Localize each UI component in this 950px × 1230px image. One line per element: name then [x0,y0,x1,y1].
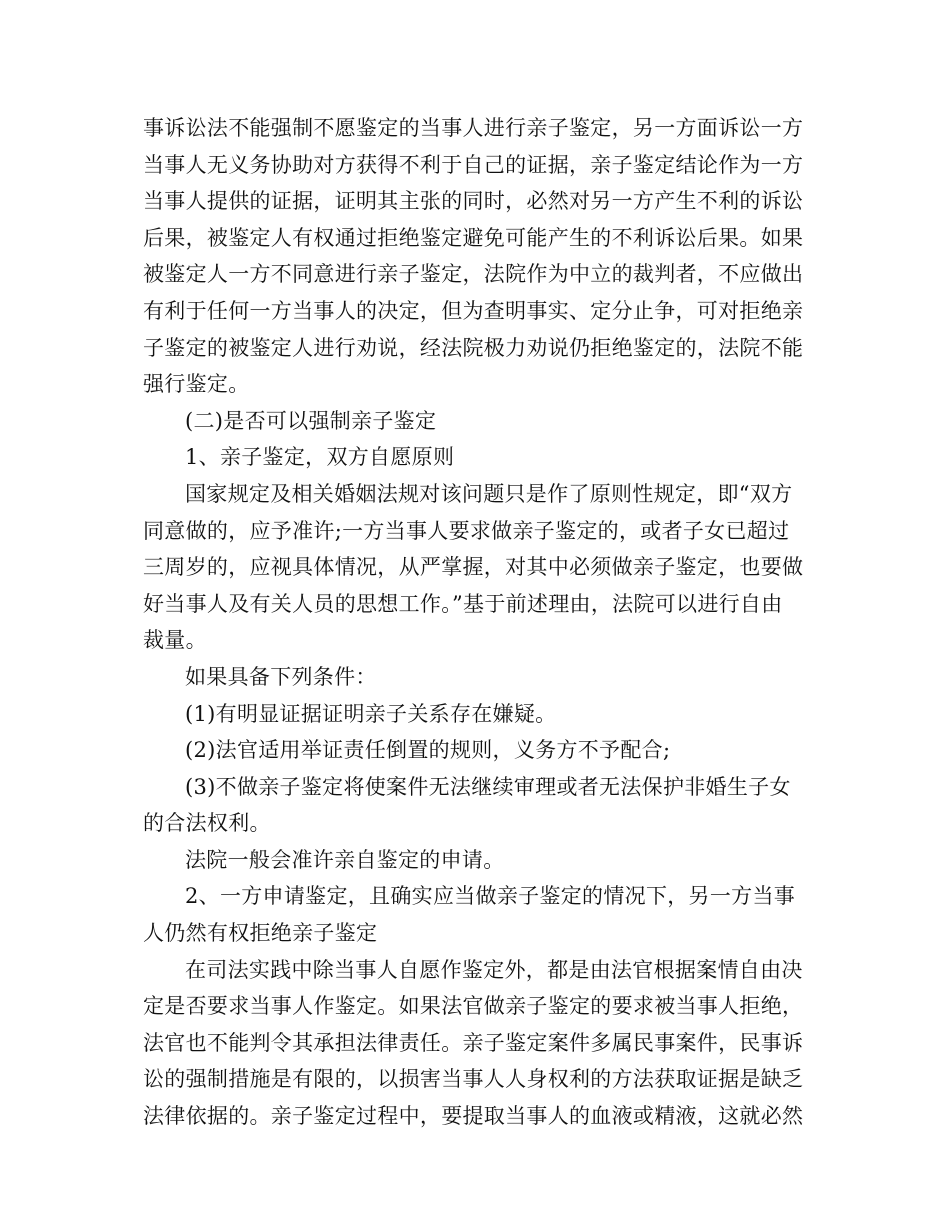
text-line: 后果，被鉴定人有权通过拒绝鉴定避免可能产生的不利诉讼后果。如果 [143,225,804,250]
document-body [143,110,813,1135]
text-line: 法律依据的。亲子鉴定过程中，要提取当事人的血液或精液，这就必然 [143,1104,804,1129]
list-item: (2)法官适用举证责任倒置的规则，义务方不予配合; [185,738,671,763]
text-line: 定是否要求当事人作鉴定。如果法官做亲子鉴定的要求被当事人拒绝， [143,994,804,1019]
text-line: 当事人无义务协助对方获得不利于自己的证据，亲子鉴定结论作为一方 [143,152,804,177]
text-line: 好当事人及有关人员的思想工作。”基于前述理由，法院可以进行自由 [143,591,783,616]
subsection-heading: 2、一方申请鉴定，且确实应当做亲子鉴定的情况下，另一方当事 [185,884,796,909]
list-item: (1)有明显证据证明亲子关系存在嫌疑。 [185,701,557,726]
text-line: 同意做的，应予准许;一方当事人要求做亲子鉴定的，或者子女已超过 [143,518,790,543]
text-line: 有利于任何一方当事人的决定，但为查明事实、定分止争，可对拒绝亲 [143,298,804,323]
text-line: 被鉴定人一方不同意进行亲子鉴定，法院作为中立的裁判者，不应做出 [143,262,804,287]
text-line: 讼的强制措施是有限的，以损害当事人人身权利的方法获取证据是缺乏 [143,1067,804,1092]
text-line: 人仍然有权拒绝亲子鉴定 [143,921,378,946]
text-line: 法院一般会准许亲自鉴定的申请。 [185,847,505,872]
subsection-heading: 1、亲子鉴定，双方自愿原则 [185,445,455,470]
text-line: 子鉴定的被鉴定人进行劝说，经法院极力劝说仍拒绝鉴定的，法院不能 [143,335,804,360]
list-item: (3)不做亲子鉴定将使案件无法继续审理或者无法保护非婚生子女 [185,774,791,799]
text-line: 当事人提供的证据，证明其主张的同时，必然对另一方产生不利的诉讼 [143,189,804,214]
text-line: 三周岁的，应视具体情况，从严掌握，对其中必须做亲子鉴定，也要做 [143,555,804,580]
text-line: 国家规定及相关婚姻法规对该问题只是作了原则性规定，即“双方 [185,481,793,506]
text-line: 事诉讼法不能强制不愿鉴定的当事人进行亲子鉴定，另一方面诉讼一方 [143,116,804,140]
text-line: 在司法实践中除当事人自愿作鉴定外，都是由法官根据案情自由决 [185,957,803,982]
text-line: 如果具备下列条件： [185,664,377,689]
section-heading: (二)是否可以强制亲子鉴定 [185,408,437,433]
text-line: 强行鉴定。 [143,372,250,397]
text-line: 法官也不能判令其承担法律责任。亲子鉴定案件多属民事案件，民事诉 [143,1030,804,1055]
text-line: 的合法权利。 [143,811,271,836]
text-line: 裁量。 [143,628,207,653]
